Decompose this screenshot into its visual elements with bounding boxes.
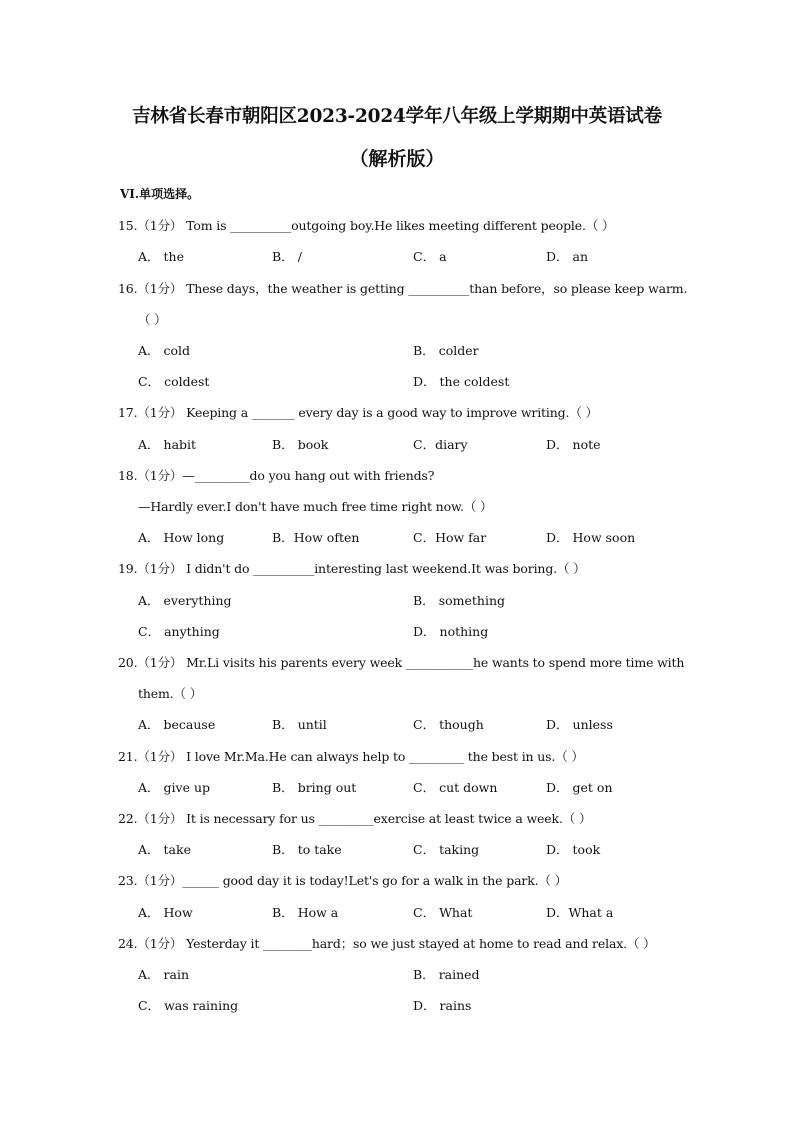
option-text: to take bbox=[297, 842, 342, 857]
option-letter: D． bbox=[546, 717, 569, 732]
option-text: How bbox=[163, 905, 193, 920]
question-17-option-c[interactable] bbox=[413, 436, 468, 454]
question-23-option-a[interactable] bbox=[138, 904, 193, 922]
option-text: anything bbox=[164, 624, 220, 639]
option-letter: B． bbox=[272, 437, 294, 452]
option-text: though bbox=[439, 717, 484, 732]
question-20-option-a[interactable] bbox=[138, 716, 215, 734]
option-text: cold bbox=[163, 343, 191, 358]
option-letter: A． bbox=[138, 343, 160, 358]
option-text: a bbox=[439, 249, 447, 264]
option-text: the coldest bbox=[439, 374, 510, 389]
option-text: rained bbox=[438, 967, 480, 982]
option-text: What a bbox=[568, 905, 614, 920]
option-text: everything bbox=[163, 593, 232, 608]
question-17-option-b[interactable] bbox=[272, 436, 328, 454]
option-text: habit bbox=[163, 437, 197, 452]
question-18-stem: 18.（1分）—_________do you hang out with friends? bbox=[118, 468, 435, 483]
question-20-stem: 20.（1分） Mr.Li visits his parents every week ___________he wants to spend more time with bbox=[118, 655, 685, 670]
question-15-option-a[interactable] bbox=[138, 248, 184, 266]
option-letter: C． bbox=[413, 530, 436, 545]
question-24-option-b[interactable] bbox=[413, 966, 480, 984]
question-23-option-c[interactable] bbox=[413, 904, 472, 922]
question-21-option-a[interactable] bbox=[138, 779, 210, 797]
question-15-option-c[interactable] bbox=[413, 248, 447, 266]
option-text: / bbox=[297, 249, 302, 264]
option-text: cut down bbox=[439, 780, 498, 795]
question-16-stem: 16.（1分） These days，the weather is getting __________than before，so please keep warm. bbox=[118, 281, 688, 296]
option-text: colder bbox=[438, 343, 479, 358]
question-22-option-c[interactable] bbox=[413, 841, 479, 859]
question-22-option-b[interactable] bbox=[272, 841, 342, 859]
option-text: get on bbox=[572, 780, 613, 795]
option-letter: C． bbox=[413, 780, 436, 795]
page-title: 吉林省长春市朝阳区2023-2024学年八年级上学期期中英语试卷 bbox=[132, 106, 662, 127]
option-text: rains bbox=[439, 998, 472, 1013]
section-heading: VI.单项选择。 bbox=[120, 187, 200, 201]
option-letter: C． bbox=[413, 905, 436, 920]
option-text: nothing bbox=[439, 624, 489, 639]
option-letter: D． bbox=[413, 374, 436, 389]
option-letter: D． bbox=[413, 998, 436, 1013]
option-text: because bbox=[163, 717, 216, 732]
option-letter: A． bbox=[138, 967, 160, 982]
option-letter: B． bbox=[272, 530, 294, 545]
option-letter: D． bbox=[413, 624, 436, 639]
question-17-stem: 17.（1分） Keeping a _______ every day is a good way to improve writing.（ ） bbox=[118, 405, 598, 420]
question-15-option-b[interactable] bbox=[272, 248, 302, 266]
option-letter: A． bbox=[138, 717, 160, 732]
option-letter: B． bbox=[272, 717, 294, 732]
option-letter: A． bbox=[138, 593, 160, 608]
option-letter: D． bbox=[546, 905, 569, 920]
question-22-option-d[interactable] bbox=[546, 841, 600, 859]
question-21-option-b[interactable] bbox=[272, 779, 356, 797]
question-17-option-a[interactable] bbox=[138, 436, 196, 454]
option-letter: C． bbox=[413, 717, 436, 732]
option-text: unless bbox=[572, 717, 613, 732]
question-21-stem: 21.（1分） I love Mr.Ma.He can always help to _________ the best in us.（ ） bbox=[118, 749, 584, 764]
option-letter: C． bbox=[138, 998, 161, 1013]
question-21-option-c[interactable] bbox=[413, 779, 497, 797]
question-18-option-a[interactable] bbox=[138, 529, 224, 547]
option-letter: A． bbox=[138, 905, 160, 920]
option-text: rain bbox=[163, 967, 190, 982]
option-text: bring out bbox=[297, 780, 357, 795]
question-24-stem: 24.（1分） Yesterday it ________hard；so we just stayed at home to read and relax.（ ） bbox=[118, 936, 656, 951]
option-text: note bbox=[572, 437, 601, 452]
option-letter: A． bbox=[138, 780, 160, 795]
option-text: book bbox=[297, 437, 329, 452]
question-20-option-b[interactable] bbox=[272, 716, 327, 734]
question-20-option-c[interactable] bbox=[413, 716, 484, 734]
option-text: until bbox=[297, 717, 327, 732]
question-15-stem: 15.（1分） Tom is __________outgoing boy.He likes meeting different people.（ ） bbox=[118, 218, 615, 233]
question-16-option-c[interactable] bbox=[138, 373, 209, 391]
option-letter: B． bbox=[413, 967, 435, 982]
option-text: How far bbox=[435, 530, 487, 545]
option-letter: C． bbox=[138, 624, 161, 639]
option-letter: B． bbox=[272, 780, 294, 795]
option-letter: A． bbox=[138, 249, 160, 264]
option-letter: C． bbox=[413, 249, 436, 264]
question-16-option-d[interactable] bbox=[413, 373, 509, 391]
option-text: How long bbox=[163, 530, 225, 545]
question-19-option-c[interactable] bbox=[138, 623, 220, 641]
option-letter: B． bbox=[413, 593, 435, 608]
question-18-stem-continued: —Hardly ever.I don't have much free time right now.（ ） bbox=[138, 499, 493, 514]
question-18-option-c[interactable] bbox=[413, 529, 486, 547]
option-text: an bbox=[572, 249, 589, 264]
option-letter: D． bbox=[546, 530, 569, 545]
question-23-option-d[interactable] bbox=[546, 904, 613, 922]
option-text: was raining bbox=[164, 998, 239, 1013]
option-letter: B． bbox=[272, 249, 294, 264]
question-16-stem-continued: （ ） bbox=[138, 312, 167, 327]
option-letter: B． bbox=[272, 842, 294, 857]
option-letter: D． bbox=[546, 780, 569, 795]
question-19-option-b[interactable] bbox=[413, 592, 505, 610]
question-23-option-b[interactable] bbox=[272, 904, 338, 922]
option-letter: A． bbox=[138, 437, 160, 452]
option-text: the bbox=[163, 249, 185, 264]
option-letter: B． bbox=[413, 343, 435, 358]
option-text: coldest bbox=[164, 374, 210, 389]
option-text: taking bbox=[439, 842, 480, 857]
question-16-option-b[interactable] bbox=[413, 342, 479, 360]
question-21-option-d[interactable] bbox=[546, 779, 613, 797]
question-24-option-a[interactable] bbox=[138, 966, 189, 984]
option-letter: A． bbox=[138, 842, 160, 857]
question-20-option-d[interactable] bbox=[546, 716, 613, 734]
option-letter: C． bbox=[138, 374, 161, 389]
question-24-option-d[interactable] bbox=[413, 997, 471, 1015]
question-22-stem: 22.（1分） It is necessary for us _________exercise at least twice a week.（ ） bbox=[118, 811, 592, 826]
option-letter: C． bbox=[413, 842, 436, 857]
option-letter: D． bbox=[546, 249, 569, 264]
question-15-option-d[interactable] bbox=[546, 248, 588, 266]
option-text: How a bbox=[297, 905, 339, 920]
option-letter: D． bbox=[546, 842, 569, 857]
question-19-option-d[interactable] bbox=[413, 623, 488, 641]
option-text: How often bbox=[293, 530, 360, 545]
question-18-option-d[interactable] bbox=[546, 529, 635, 547]
question-19-stem: 19.（1分） I didn't do __________interesting last weekend.It was boring.（ ） bbox=[118, 561, 586, 576]
option-letter: D． bbox=[546, 437, 569, 452]
question-17-option-d[interactable] bbox=[546, 436, 601, 454]
option-text: diary bbox=[435, 437, 468, 452]
option-text: How soon bbox=[572, 530, 636, 545]
question-16-option-a[interactable] bbox=[138, 342, 190, 360]
page-subtitle: （解析版） bbox=[349, 148, 445, 170]
question-19-option-a[interactable] bbox=[138, 592, 232, 610]
option-letter: B． bbox=[272, 905, 294, 920]
question-18-option-b[interactable] bbox=[272, 529, 359, 547]
question-20-stem-continued: them.（ ） bbox=[138, 686, 203, 701]
option-text: something bbox=[438, 593, 506, 608]
question-23-stem: 23.（1分）______ good day it is today!Let's go for a walk in the park.（ ） bbox=[118, 873, 567, 888]
option-letter: C． bbox=[413, 437, 436, 452]
option-text: took bbox=[572, 842, 601, 857]
question-22-option-a[interactable] bbox=[138, 841, 191, 859]
option-text: give up bbox=[163, 780, 211, 795]
option-letter: A． bbox=[138, 530, 160, 545]
question-24-option-c[interactable] bbox=[138, 997, 238, 1015]
option-text: take bbox=[163, 842, 191, 857]
option-text: What bbox=[439, 905, 473, 920]
